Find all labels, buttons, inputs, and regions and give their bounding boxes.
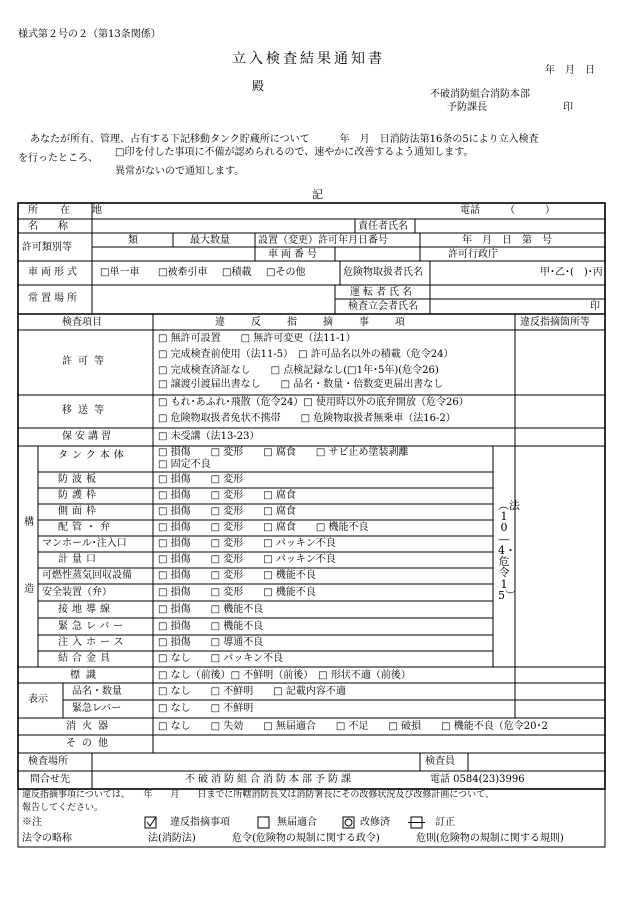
structure-violations-5: □ 損傷 □ 変形 □ パッキン不良 [158,538,336,549]
transport-row1: □ もれ･あふれ･飛散（危令24）□ 使用時以外の底弁開放（危令26） [158,397,469,408]
legend-violation: 違反指摘事項 [170,817,230,828]
structure-label-11: 注入ホース [58,637,128,648]
option-ok: 異常がないので通知します。 [115,166,245,177]
label-permit-type: 許可類別等 [22,242,72,253]
label-parking: 常置場所 [28,293,80,304]
label-display: 表示 [28,694,48,705]
legend-corrected: 訂正 [435,817,455,828]
vt-other: □その他 [266,267,306,278]
witness-seal: 印 [590,301,600,312]
label-name: 名 称 [28,221,68,232]
structure-violations-3: □ 損傷 □ 変形 □ 腐食 [158,506,296,517]
vt-single: □単一車 [100,267,140,278]
label-sign: 標識 [70,670,102,681]
issue-date: 年 月 日 [545,65,595,76]
structure-violations-12: □ なし □ パッキン不良 [158,653,284,664]
label-extinguisher: 消火器 [66,721,114,732]
label-other: その他 [66,738,114,749]
structure-violations-9: □ 損傷 □ 機能不良 [158,603,264,615]
label-permit-date-num: 設置（変更）許可年月日番号 [258,235,388,246]
label-date-num: 年 月 日 第 号 [462,235,552,246]
sign-row: □ なし（前後）□ 不鮮明（前後） □ 形状不適（前後） [158,670,411,681]
label-permit: 許可等 [62,356,110,367]
label-inspection-place: 検査場所 [28,756,68,767]
legend-fixed: 改修済 [360,817,390,828]
structure-label-9: 接地導線 [58,603,114,615]
structure-label-bottom: 造 [24,584,34,595]
col-violation: 違反指摘事項 [215,317,431,328]
phone-paren: （ ） [505,205,555,216]
handler-class: 甲･乙･( )･丙 [540,267,603,278]
form-number: 様式第２号の２（第13条関係） [18,29,161,40]
structure-label-2: 防護枠 [58,490,100,501]
transport-row2: □ 危険物取扱者免状不携帯 □ 危険物取扱者無乗車（法16-2） [158,413,456,424]
contact-org: 不破消防組合消防本部予防課 [185,774,354,785]
display-row-lever: □ なし □ 不鮮明 [158,703,254,714]
structure-violations-7: □ 損傷 □ 変形 □ 機能不良 [158,570,316,581]
structure-article: ︵法10―4・危令15︶ [498,499,520,602]
label-hazmat-handler: 危険物取扱者氏名 [343,267,423,278]
issuer-seal: 印 [563,102,573,113]
ki-label: 記 [312,188,323,201]
structure-violations-10: □ 損傷 □ 機能不良 [158,620,264,632]
structure-label-12: 結合金具 [58,653,114,664]
display-label-product: 品名・数量 [72,686,122,697]
structure-label-top: 構 [24,517,34,528]
legend-no-approval: 無届適合 [277,817,317,828]
abbr-label: 法令の略称 [22,833,72,844]
label-vehicle-type: 車両形式 [28,267,80,278]
col-inspection-item: 検査項目 [62,317,102,328]
label-transport: 移送等 [62,405,110,416]
label-phone: 電話 [460,205,480,216]
contact-phone: 電話 0584(23)3996 [430,774,525,785]
label-driver: 運転者氏名 [350,287,415,298]
structure-label-3: 側面枠 [58,506,100,517]
structure-label-4: 配管・弁 [58,522,114,533]
structure-label-5: マンホール･注入口 [42,538,127,549]
structure-label-0: タンク本体 [58,450,128,461]
footer-line1: 違反指摘事項については、 年 月 日までに所轄消防長又は消防署長にその改修状況及び改修計画について、 [22,790,494,800]
issuer-title: 予防課長 [447,102,487,113]
vt-stacked: □積載 [222,267,252,278]
col-article: 違反指摘箇所等 [520,317,590,328]
addressee-honorific: 殿 [252,79,265,93]
label-contact: 問合せ先 [30,774,70,785]
abbr-order: 危令(危険物の規制に関する政令) [232,833,380,844]
intro-line1: あなたが所有、管理、占有する下記移動タンク貯蔵所について 年 月 日消防法第16条の5により立入検査 [30,134,539,145]
structure-violations-6: □ 損傷 □ 変形 □ パッキン不良 [158,554,336,565]
structure-label-7: 可燃性蒸気回収設備 [42,570,132,581]
structure-violations-2: □ 損傷 □ 変形 □ 腐食 [158,490,296,501]
label-max-qty: 最大数量 [190,235,230,246]
footer-note: ※注 [22,817,42,828]
label-safety-course: 保安講習 [62,431,114,442]
structure-violations-8: □ 損傷 □ 変形 □ 機能不良 [158,586,316,598]
display-row-product: □ なし □ 不鮮明 □ 記載内容不適 [158,686,346,697]
display-label-lever: 緊急レバー [72,703,122,714]
vt-towed: □被牽引車 [158,267,208,278]
structure-violations-1: □ 損傷 □ 変形 [158,474,244,485]
safety-row1: □ 未受講（法13-23） [158,431,260,442]
footer-line2: 報告してください。 [22,803,104,813]
abbr-law: 法(消防法) [148,833,196,844]
structure-label-10: 緊急レバー [58,620,128,632]
label-responsible: 責任者氏名 [358,221,408,232]
structure-violations-0-b: □ 固定不良 [158,459,211,470]
label-permit-authority: 許可行政庁 [448,249,498,260]
page-title: 立入検査結果通知書 [232,51,385,67]
permit-row1: □ 無許可設置 □ 無許可変更（法11-1） [158,333,356,344]
label-witness: 検査立会者氏名 [348,301,418,312]
structure-label-6: 計量口 [58,554,100,565]
extinguisher-row: □ なし □ 失効 □ 無届適合 □ 不足 □ 破損 □ 機能不良（危令20･2 [158,721,548,732]
structure-label-8: 安全装置（弁） [42,586,112,598]
label-location: 所 在 地 [28,205,108,216]
option-defect: □印を付した事項に不備が認められるので、速やかに改善するよう通知します。 [115,147,474,158]
structure-violations-11: □ 損傷 □ 導通不良 [158,637,264,648]
label-inspector: 検査員 [425,756,455,767]
label-vehicle-no: 車両番号 [268,249,320,260]
abbr-rule: 危則(危険物の規制に関する規則) [416,833,564,844]
permit-row3b: □ 譲渡引渡届出書なし □ 品名・数量・倍数変更届出書なし [158,379,444,390]
structure-violations-0: □ 損傷 □ 変形 □ 腐食 □ サビ止め塗装剥離 [158,447,409,458]
permit-row2: □ 完成検査前使用（法11-5） □ 許可品名以外の積載（危令24） [158,349,454,360]
structure-violations-4: □ 損傷 □ 変形 □ 腐食 □ 機能不良 [158,522,369,533]
issuer-org: 不破消防組合消防本部 [430,89,530,100]
structure-label-1: 防波板 [58,474,100,485]
label-kind: 類 [128,235,138,246]
intro-line2-prefix: を行ったところ、 [18,153,98,164]
permit-row3a: □ 完成検査済証なし □ 点検記録なし(□1年･5年)(危令26) [158,365,439,376]
